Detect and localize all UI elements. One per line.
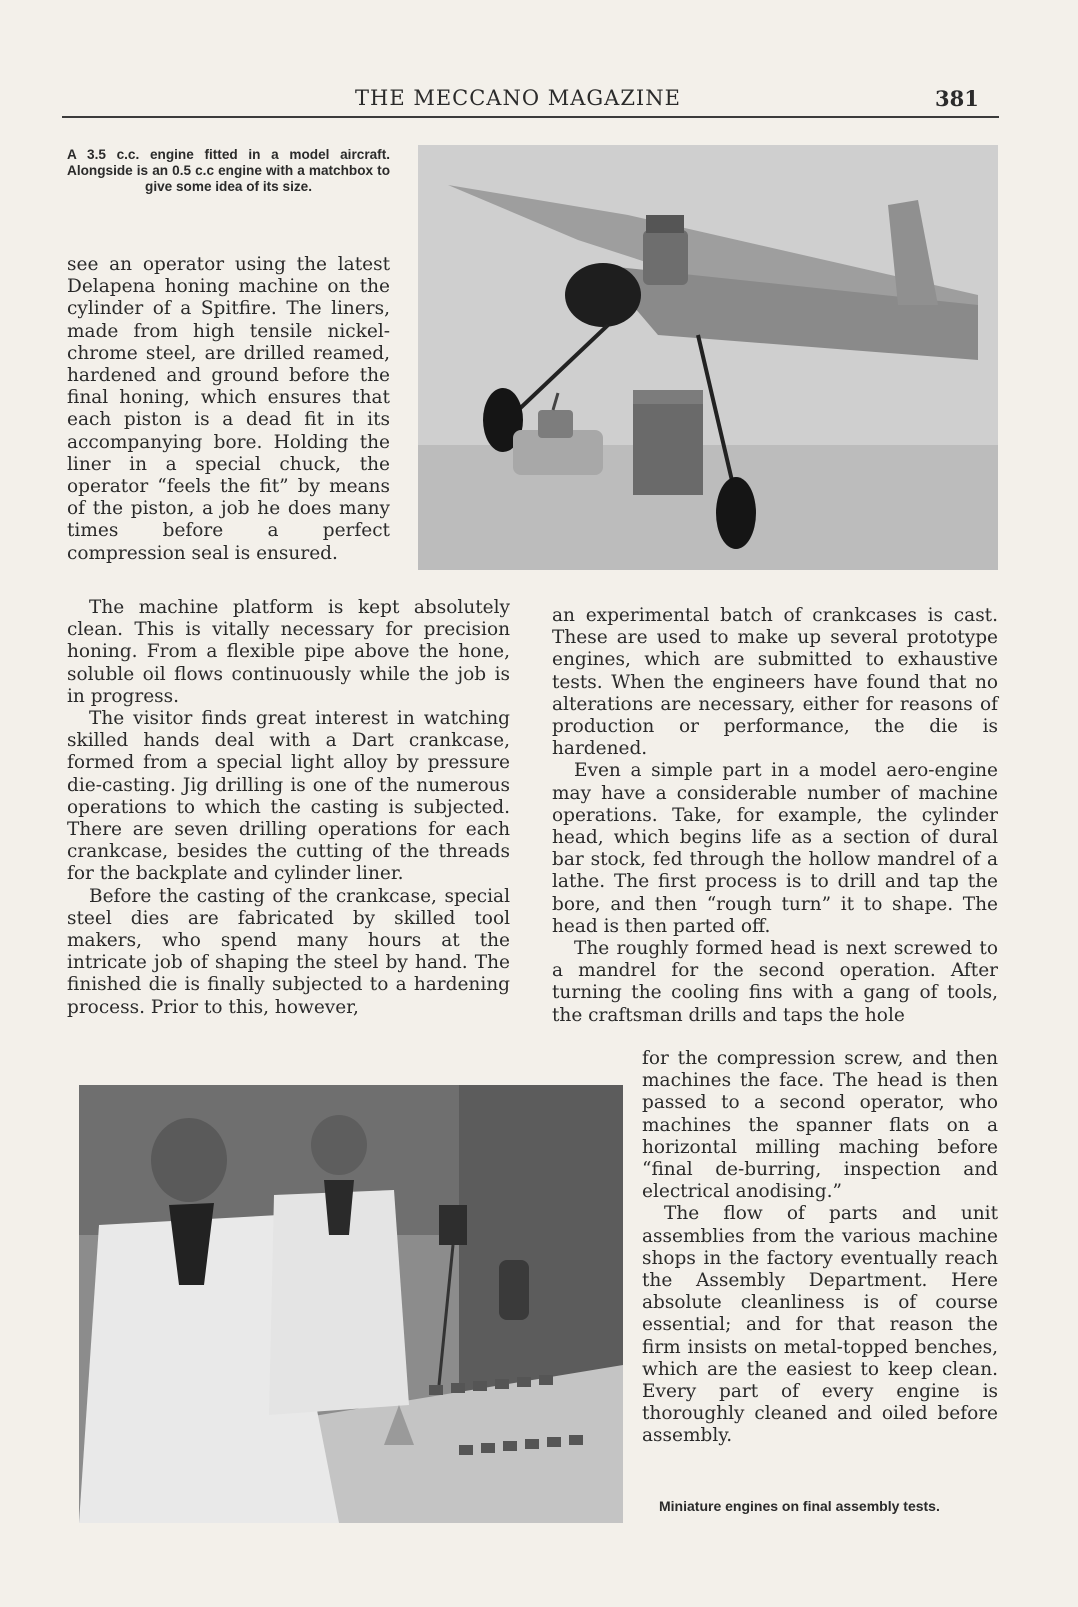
paragraph: an experimental batch of crankcases is cast. These are used to make up several prototype engines, which are submitted to exhaustive tests. When the engineers have found that no alterations are necessary, either for reasons of production or performance, the die is hardened. [552, 605, 998, 760]
article-column-c [552, 605, 998, 1027]
paragraph: The machine platform is kept absolutely clean. This is vitally necessary for precision honing. From a flexible pipe above the hone, soluble oil flows continuously while the job is in progress. [67, 597, 510, 707]
caption-model-aircraft: A 3.5 c.c. engine fitted in a model aircraft. Alongside is an 0.5 c.c engine with a matchbox to give some idea of its size. [67, 147, 390, 194]
header-rule [62, 116, 999, 118]
article-column-a [67, 254, 390, 565]
paragraph: The roughly formed head is next screwed to a mandrel for the second operation. After turning the cooling fins with a gang of tools, the craftsman drills and taps the hole [552, 938, 998, 1026]
paragraph: The visitor finds great interest in watching skilled hands deal with a Dart crankcase, formed from a special light alloy by pressure die-casting. Jig drilling is one of the numerous operations to which the casting is subjected. There are seven drilling operations for each crankcase, besides the cutting of the threads for the backplate and cylinder liner. [67, 708, 510, 885]
paragraph: for the compression screw, and then machines the face. The head is then passed to a second operator, who machines the spanner flats on a horizontal milling maching before “final de-burring, inspection and electrical anodising.” [642, 1048, 998, 1203]
paragraph: Before the casting of the crankcase, special steel dies are fabricated by skilled tool makers, who spend many hours at the intricate job of shaping the steel by hand. The finished die is finally subjected to a hardening process. Prior to this, however, [67, 885, 510, 1018]
paragraph: The flow of parts and unit assemblies from the various machine shops in the factory eventually reach the Assembly Department. Here absolute cleanliness is of course essential; and for that reason the firm insists on metal-topped benches, which are the easiest to keep clean. Every part of every engine is thoroughly cleaned and oiled before assembly. [642, 1203, 998, 1447]
magazine-title: THE MECCANO MAGAZINE [355, 86, 681, 110]
page-number: 381 [935, 86, 979, 111]
photo-engine-assembly-tests [79, 1085, 623, 1523]
photo-model-aircraft [418, 145, 998, 570]
caption-assembly-tests: Miniature engines on final assembly tests. [659, 1498, 940, 1514]
paragraph: see an operator using the latest Delapena honing machine on the cylinder of a Spitfire. The liners, made from high tensile nickel-chrome steel, are drilled reamed, hardened and ground before the final honing, which ensures that each piston is a dead fit in its accompanying bore. Holding the liner in a special chuck, the operator “feels the fit” by means of the piston, a job he does many times before a perfect compression seal is ensured. [67, 254, 390, 564]
article-column-b [67, 597, 510, 1019]
article-column-d [642, 1048, 998, 1448]
paragraph: Even a simple part in a model aero-engine may have a considerable number of machine operations. Take, for example, the cylinder head, which begins life as a section of dural bar stock, fed through the hollow mandrel of a lathe. The first process is to drill and tap the bore, and then “rough turn” it to shape. The head is then parted off. [552, 760, 998, 937]
